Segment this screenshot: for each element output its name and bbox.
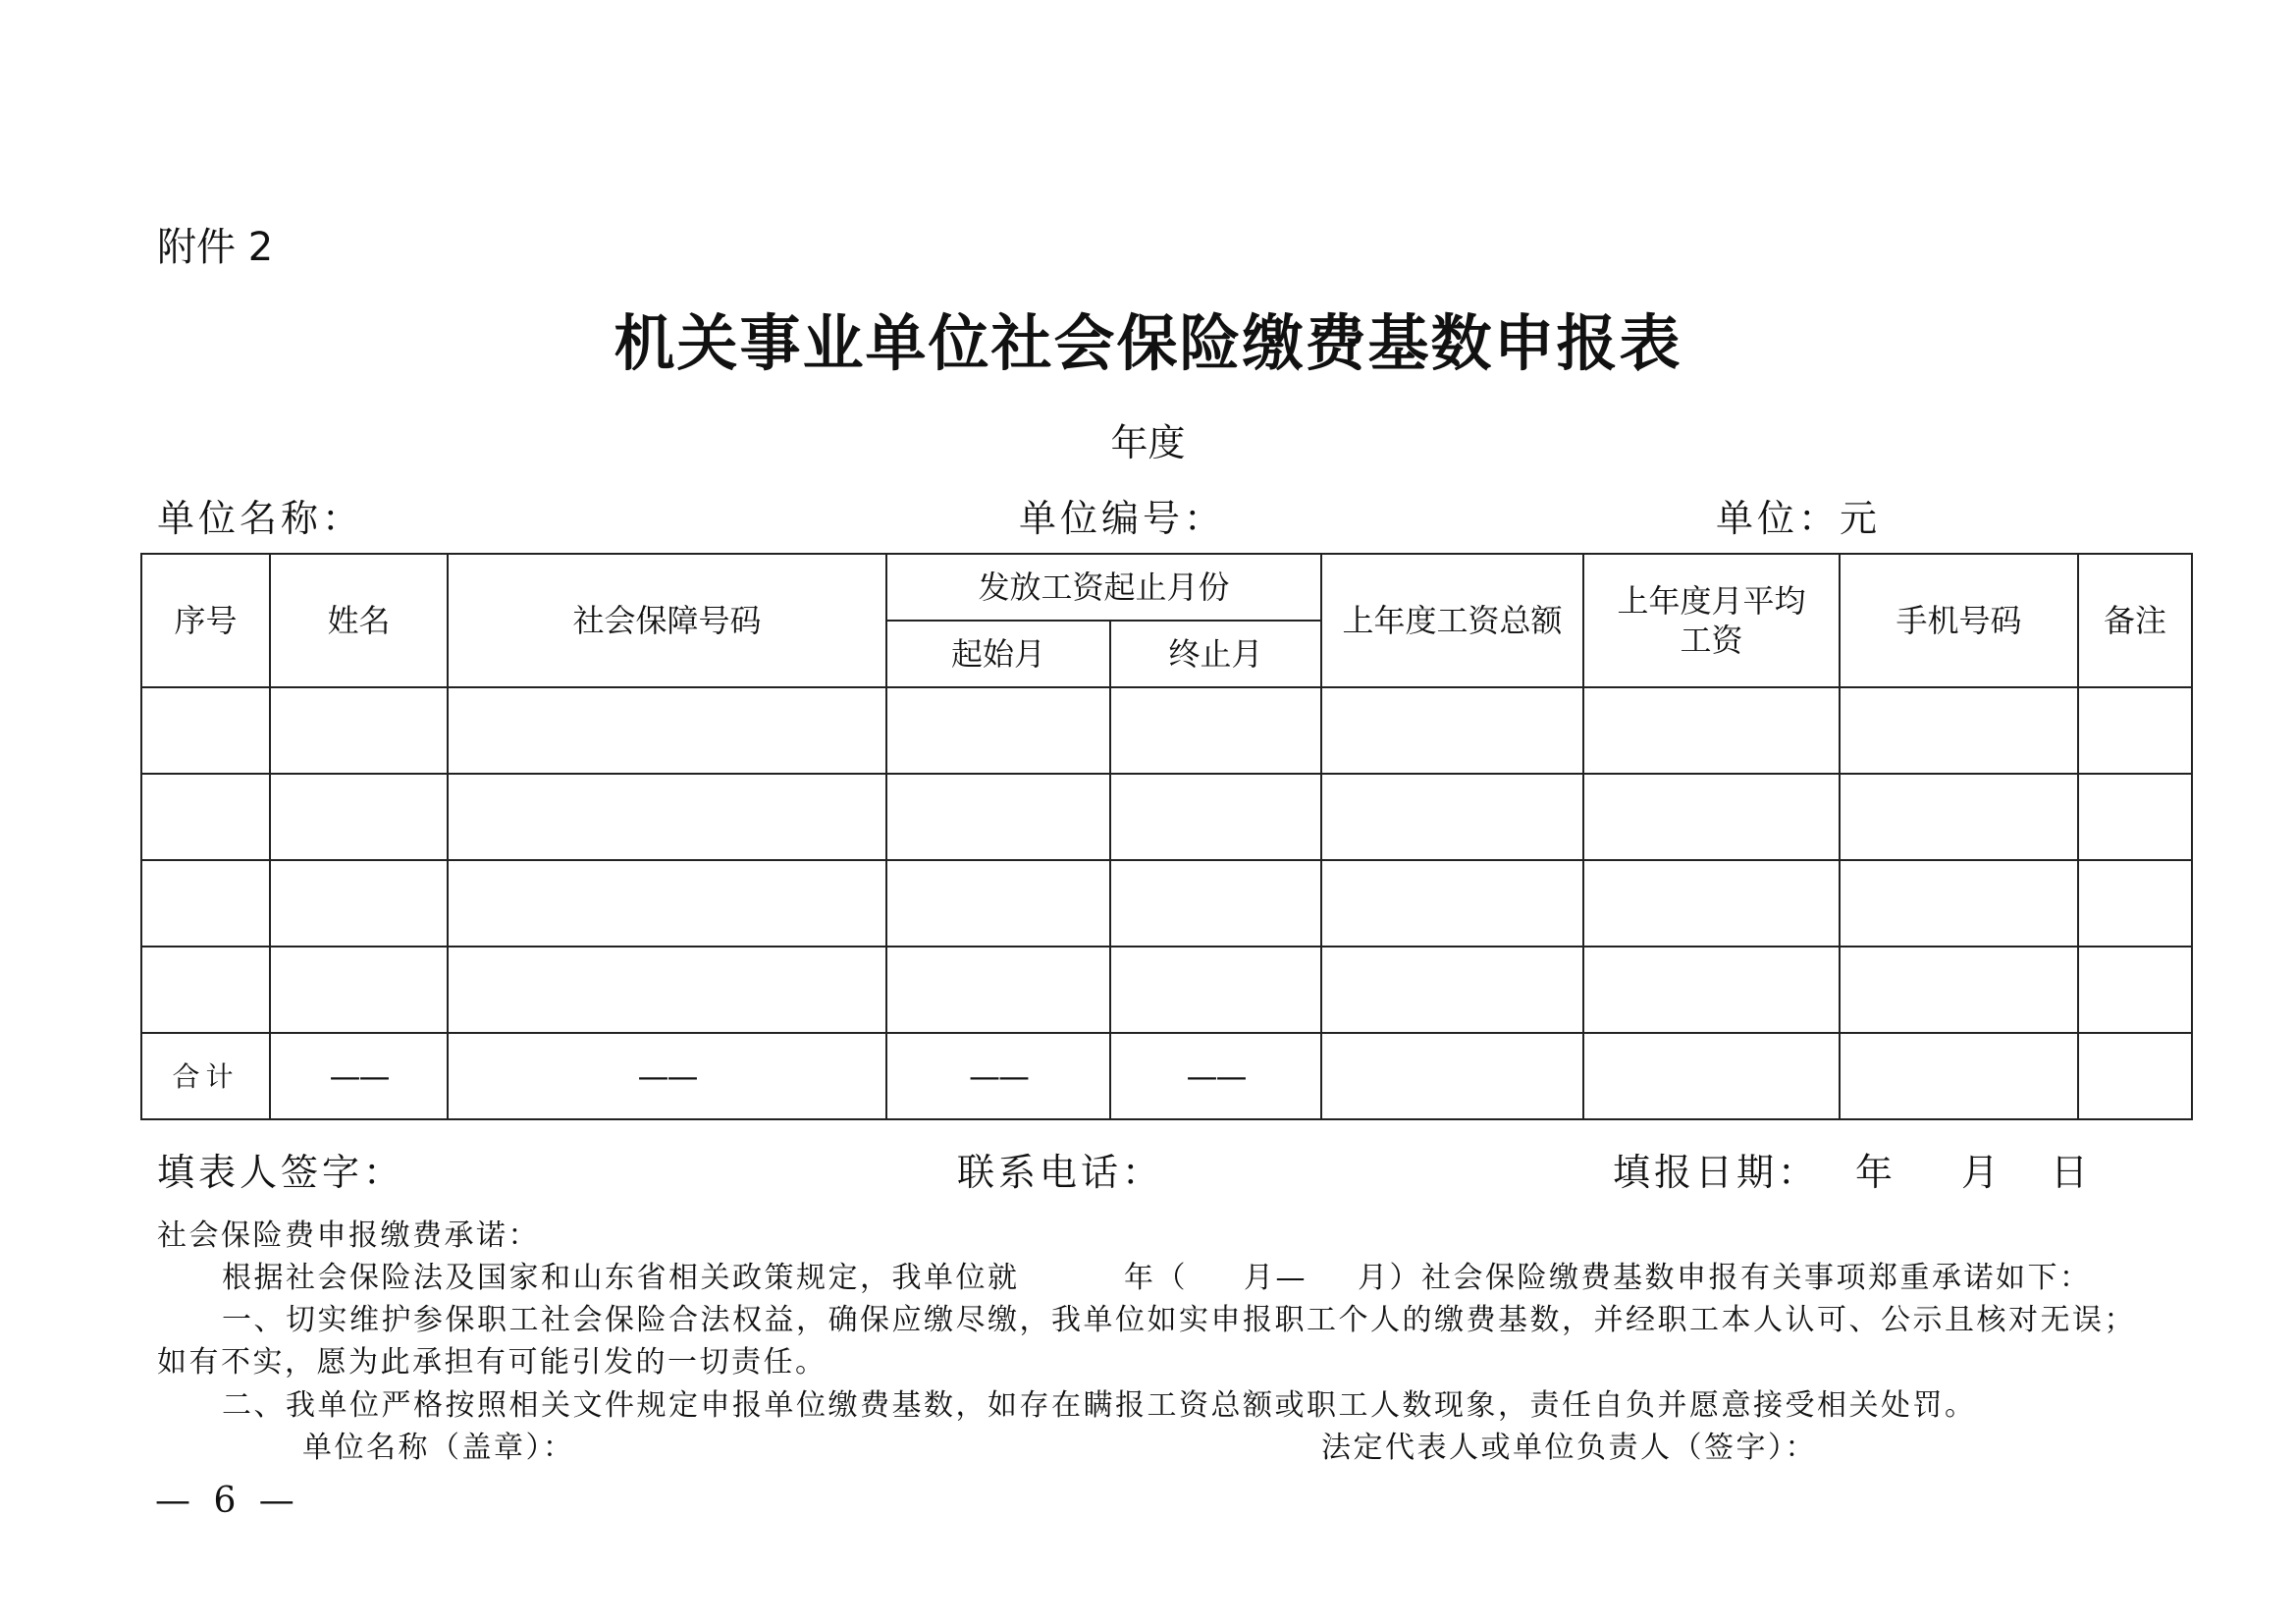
attachment-label: 附件 2: [157, 225, 274, 270]
fill-date-label: 填报日期：: [1613, 1151, 1820, 1194]
cell-ss-number[interactable]: [448, 860, 886, 947]
cell-avg-wage[interactable]: [1583, 947, 1840, 1033]
commitment-p1-tail: 月）社会保险缴费基数申报有关事项郑重承诺如下：: [1358, 1261, 2092, 1295]
date-year-label: 年: [1855, 1151, 1897, 1194]
cell-ss-number[interactable]: [448, 687, 886, 774]
header-ss-number: 社会保障号码: [448, 554, 886, 687]
table-row: [141, 774, 2192, 860]
cell-name[interactable]: [270, 947, 448, 1033]
cell-end-month[interactable]: [1110, 774, 1321, 860]
cell-seq[interactable]: [141, 774, 270, 860]
declaration-table: [140, 553, 2193, 1120]
cell-avg-wage[interactable]: [1583, 860, 1840, 947]
cell-seq[interactable]: [141, 860, 270, 947]
contact-phone-label: 联系电话：: [957, 1151, 1164, 1194]
total-end-dash: ——: [1110, 1033, 1321, 1119]
cell-remark[interactable]: [2078, 687, 2192, 774]
cell-end-month[interactable]: [1110, 947, 1321, 1033]
cell-name[interactable]: [270, 774, 448, 860]
header-start-month: 起始月: [886, 621, 1110, 687]
header-end-month: 终止月: [1110, 621, 1321, 687]
total-label: 合计: [141, 1033, 270, 1119]
page-number: — 6 —: [155, 1481, 300, 1521]
cell-name[interactable]: [270, 687, 448, 774]
cell-end-month[interactable]: [1110, 860, 1321, 947]
cell-total-wage[interactable]: [1321, 860, 1583, 947]
header-name: 姓名: [270, 554, 448, 687]
cell-total-wage[interactable]: [1321, 687, 1583, 774]
commitment-p1-month: 月—: [1244, 1261, 1308, 1295]
cell-remark[interactable]: [2078, 774, 2192, 860]
unit-name-label: 单位名称：: [157, 497, 364, 540]
cell-remark[interactable]: [2078, 860, 2192, 947]
commitment-heading: 社会保险费申报缴费承诺：: [157, 1218, 540, 1253]
cell-ss-number[interactable]: [448, 774, 886, 860]
cell-start-month[interactable]: [886, 860, 1110, 947]
total-remark[interactable]: [2078, 1033, 2192, 1119]
total-avg-sum[interactable]: [1583, 1033, 1840, 1119]
commitment-paragraph-2-cont: 如有不实，愿为此承担有可能引发的一切责任。: [157, 1345, 828, 1380]
date-month-label: 月: [1961, 1151, 2003, 1194]
page-title: 机关事业单位社会保险缴费基数申报表: [614, 307, 1682, 379]
commitment-paragraph-1: 根据社会保险法及国家和山东省相关政策规定，我单位就: [222, 1261, 1020, 1295]
unit-stamp-label: 单位名称（盖章）：: [302, 1431, 575, 1465]
cell-name[interactable]: [270, 860, 448, 947]
date-day-label: 日: [2051, 1151, 2093, 1194]
header-remark: 备注: [2078, 554, 2192, 687]
legal-rep-signature-label: 法定代表人或单位负责人（签字）：: [1321, 1431, 1817, 1465]
cell-mobile[interactable]: [1840, 774, 2078, 860]
unit-code-label: 单位编号：: [1019, 497, 1226, 540]
cell-avg-wage[interactable]: [1583, 687, 1840, 774]
header-mobile: 手机号码: [1840, 554, 2078, 687]
total-ss-number-dash: ——: [448, 1033, 886, 1119]
cell-total-wage[interactable]: [1321, 947, 1583, 1033]
cell-total-wage[interactable]: [1321, 774, 1583, 860]
cell-start-month[interactable]: [886, 947, 1110, 1033]
total-wage-sum[interactable]: [1321, 1033, 1583, 1119]
commitment-p1-year: 年（: [1124, 1261, 1188, 1295]
cell-avg-wage[interactable]: [1583, 774, 1840, 860]
filler-signature-label: 填表人签字：: [157, 1151, 405, 1194]
cell-ss-number[interactable]: [448, 947, 886, 1033]
total-mobile[interactable]: [1840, 1033, 2078, 1119]
cell-start-month[interactable]: [886, 774, 1110, 860]
total-name-dash: ——: [270, 1033, 448, 1119]
table-row: [141, 947, 2192, 1033]
table-row: [141, 687, 2192, 774]
cell-remark[interactable]: [2078, 947, 2192, 1033]
cell-mobile[interactable]: [1840, 687, 2078, 774]
commitment-paragraph-3: 二、我单位严格按照相关文件规定申报单位缴费基数，如存在瞒报工资总额或职工人数现象，责任自负并愿意接受相关处罚。: [222, 1388, 1977, 1423]
cell-end-month[interactable]: [1110, 687, 1321, 774]
cell-seq[interactable]: [141, 947, 270, 1033]
header-avg-monthly-wage: 上年度月平均工资: [1583, 554, 1840, 687]
cell-start-month[interactable]: [886, 687, 1110, 774]
unit-currency-label: 单位：元: [1716, 497, 1882, 540]
cell-mobile[interactable]: [1840, 947, 2078, 1033]
year-label: 年度: [1110, 421, 1186, 464]
table-row: [141, 860, 2192, 947]
header-pay-period: 发放工资起止月份: [886, 554, 1321, 621]
commitment-paragraph-2: 一、切实维护参保职工社会保险合法权益，确保应缴尽缴，我单位如实申报职工个人的缴费基数，并经职工本人认可、公示且核对无误；: [222, 1303, 2136, 1337]
total-start-dash: ——: [886, 1033, 1110, 1119]
total-row: [141, 1033, 2192, 1119]
header-seq: 序号: [141, 554, 270, 687]
header-total-wage: 上年度工资总额: [1321, 554, 1583, 687]
cell-seq[interactable]: [141, 687, 270, 774]
cell-mobile[interactable]: [1840, 860, 2078, 947]
